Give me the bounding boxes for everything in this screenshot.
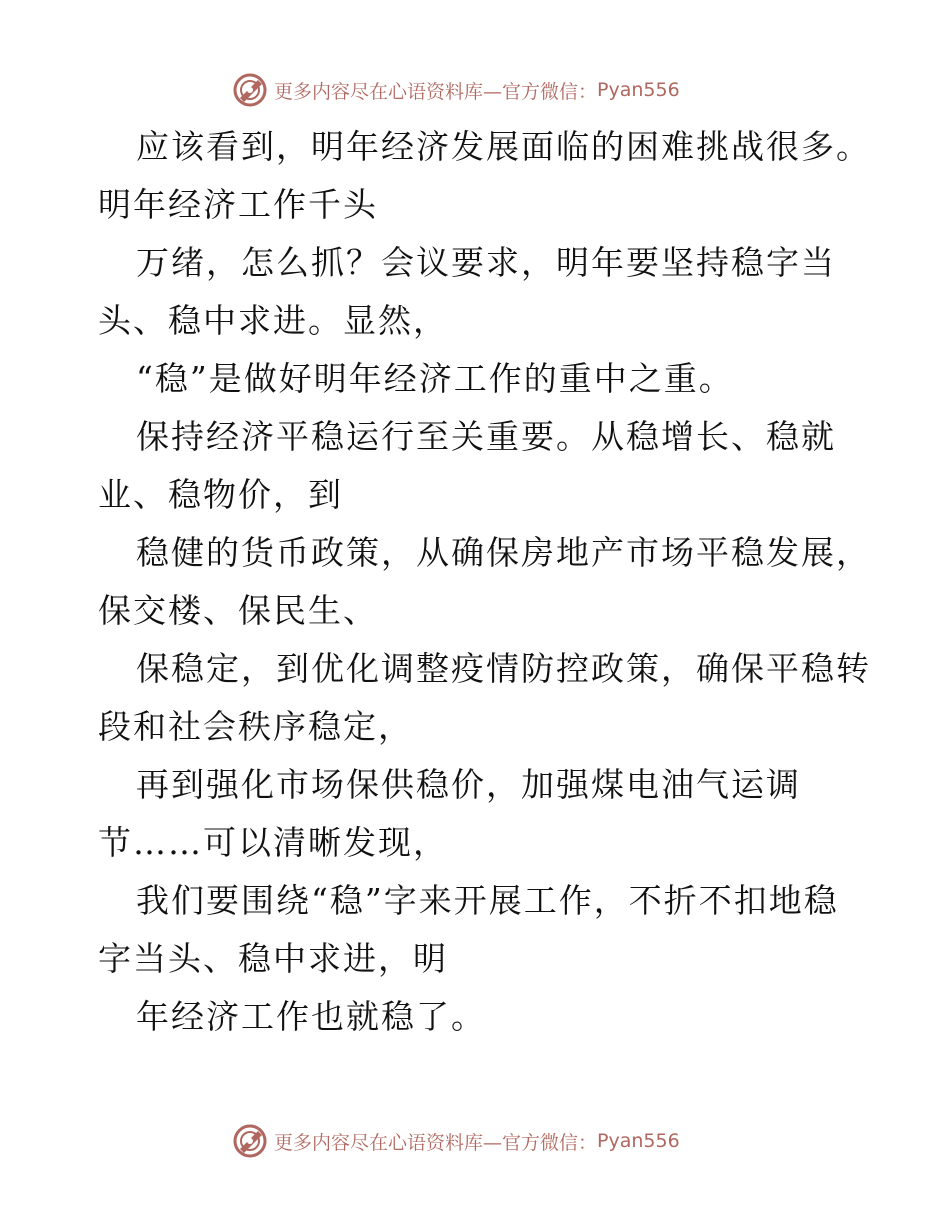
paragraph-line: 应该看到，明年经济发展面临的困难挑战很多。 bbox=[136, 127, 871, 166]
paragraph-line: 保交楼、保民生、 bbox=[98, 591, 378, 630]
header-banner bbox=[232, 70, 680, 110]
paragraph-line: 明年经济工作千头 bbox=[98, 185, 378, 224]
paragraph-line: 我们要围绕“稳”字来开展工作，不折不扣地稳 bbox=[136, 881, 839, 920]
paragraph-line: 保持经济平稳运行至关重要。从稳增长、稳就 bbox=[136, 417, 836, 456]
paragraph-line: 万绪，怎么抓？会议要求，明年要坚持稳字当 bbox=[136, 243, 836, 282]
paragraph-line: 再到强化市场保供稳价，加强煤电油气运调 bbox=[136, 765, 801, 804]
banner-text: 更多内容尽在心语资料库—官方微信： bbox=[274, 1131, 598, 1154]
paragraph-line: 头、稳中求进。显然， bbox=[98, 301, 448, 340]
paragraph-line: 业、稳物价，到 bbox=[98, 475, 343, 514]
paragraph-line: “稳”是做好明年经济工作的重中之重。 bbox=[136, 359, 734, 398]
document-body bbox=[98, 118, 878, 1046]
banner-text: 更多内容尽在心语资料库—官方微信： bbox=[274, 80, 598, 103]
paragraph-line: 稳健的货币政策，从确保房地产市场平稳发展， bbox=[136, 533, 871, 572]
banner-wechat-id: Pyan556 bbox=[597, 1130, 680, 1152]
paragraph-line: 保稳定，到优化调整疫情防控政策，确保平稳转 bbox=[136, 649, 871, 688]
paragraph-line: 年经济工作也就稳了。 bbox=[136, 997, 486, 1036]
paragraph-line: 字当头、稳中求进，明 bbox=[98, 939, 448, 978]
paragraph-line: 节……可以清晰发现， bbox=[98, 823, 448, 862]
footer-banner bbox=[232, 1121, 680, 1161]
paragraph-line: 段和社会秩序稳定， bbox=[98, 707, 413, 746]
banner-wechat-id: Pyan556 bbox=[597, 79, 680, 101]
seal-logo-icon bbox=[232, 1123, 268, 1159]
seal-logo-icon bbox=[232, 72, 268, 108]
